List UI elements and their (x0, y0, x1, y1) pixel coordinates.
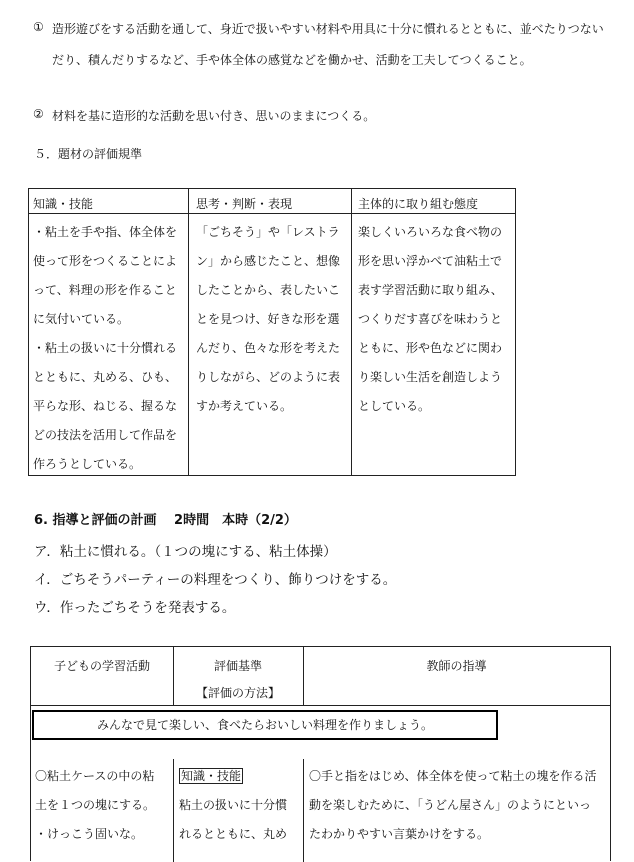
table-divider (351, 189, 352, 475)
cell-line: ・粘土の扱いに十分慣れる (33, 341, 178, 355)
cell-line: れるとともに、丸め (179, 827, 288, 841)
cell-line: んだり、色々な形を考えた (196, 341, 341, 355)
criteria-cell-attitude (358, 218, 503, 421)
cell-line: 粘土の扱いに十分慣 (179, 798, 288, 812)
plan-table (30, 646, 611, 861)
cell-line: つくりだす喜びを味わうと (358, 312, 503, 326)
criteria-cell-knowledge (33, 218, 177, 479)
cell-line: としている。 (358, 399, 431, 413)
cell-line: したことから、表したいこ (196, 283, 341, 297)
cell-line: 形を思い浮かべて油粘土で (358, 254, 503, 268)
cell-line: 〇手と指をはじめ、体全体を使って粘土の塊を作る活 (309, 769, 597, 783)
cell-line: たわかりやすい言葉かけをする。 (309, 827, 490, 841)
criteria-header-attitude: 主体的に取り組む態度 (358, 197, 479, 211)
cell-line: に気付いている。 (33, 312, 130, 326)
section6-title: 6. 指導と評価の計画 2時間 本時（2/2） (34, 513, 297, 528)
criteria-tag-knowledge: 知識・技能 (181, 769, 242, 783)
plan-header-criteria-method: 【評価の方法】 (195, 686, 280, 700)
cell-line: とともに、丸める、ひも、 (33, 370, 178, 384)
goal2-text: 材料を基に造形的な活動を思い付き、思いのままにつくる。 (52, 109, 376, 123)
plan-step-a: ア．粘土に慣れる。（１つの塊にする、粘土体操） (34, 544, 337, 560)
cell-line: ン」から感じたこと、想像 (196, 254, 341, 268)
plan-step-c: ウ．作ったごちそうを発表する。 (34, 600, 236, 616)
goal2-number: ② (33, 107, 44, 121)
cell-line: 動を楽しむために、「うどん屋さん」のようにといっ (309, 798, 592, 812)
cell-line: って、料理の形を作ること (33, 283, 177, 297)
plan-header-criteria: 評価基準 (213, 659, 262, 673)
plan-cell-guidance (309, 762, 597, 849)
cell-line: 作ろうとしている。 (33, 457, 142, 471)
criteria-table (28, 188, 516, 476)
section5-title: ５．題材の評価規準 (34, 147, 143, 161)
cell-line: り楽しい生活を創造しよう (358, 370, 503, 384)
cell-line: 使って形をつくることによ (33, 254, 178, 268)
table-divider (29, 213, 515, 214)
goal1-line1: 造形遊びをする活動を通して、身近で扱いやすい材料や用具に十分に慣れるとともに、並べたりつない (52, 22, 604, 36)
plan-step-b: イ．ごちそうパーティーの料理をつくり、飾りつけをする。 (34, 572, 397, 588)
plan-cell-criteria (179, 762, 287, 849)
table-divider (303, 647, 304, 705)
cell-line: 〇粘土ケースの中の粘 (35, 769, 155, 783)
cell-line: ともに、形や色などに関わ (358, 341, 503, 355)
cell-line: とを見つけ、好きな形を選 (196, 312, 340, 326)
cell-line: りしながら、どのように表 (196, 370, 341, 384)
table-divider (173, 759, 174, 862)
table-divider (188, 189, 189, 475)
cell-line: 楽しくいろいろな食べ物の (358, 225, 503, 239)
cell-line: 平らな形、ねじる、握るな (33, 399, 178, 413)
cell-line: すか考えている。 (196, 399, 293, 413)
table-divider (303, 759, 304, 862)
criteria-header-knowledge: 知識・技能 (33, 197, 94, 211)
plan-header-activity: 子どもの学習活動 (53, 659, 150, 673)
lesson-goal-banner: みんなで見て楽しい、食べたらおいしい料理を作りましょう。 (32, 710, 498, 740)
cell-line: どの技法を活用して作品を (33, 428, 178, 442)
goal1-number: ① (33, 20, 44, 34)
cell-line: ・粘土を手や指、体全体を (33, 225, 178, 239)
goal1-line2: だり、積んだりするなど、手や体全体の感覚などを働かせ、活動を工夫してつくること。 (52, 53, 532, 67)
cell-line: 「ごちそう」や「レストラ (196, 225, 340, 239)
criteria-cell-thinking (196, 218, 340, 421)
table-divider (31, 705, 610, 706)
cell-line: ・けっこう固いな。 (35, 827, 144, 841)
cell-line: 土を１つの塊にする。 (35, 798, 156, 812)
criteria-header-thinking: 思考・判断・表現 (196, 197, 293, 211)
cell-line: 表す学習活動に取り組み、 (358, 283, 503, 297)
plan-header-guidance: 教師の指導 (426, 659, 487, 673)
plan-cell-activity (35, 762, 155, 849)
